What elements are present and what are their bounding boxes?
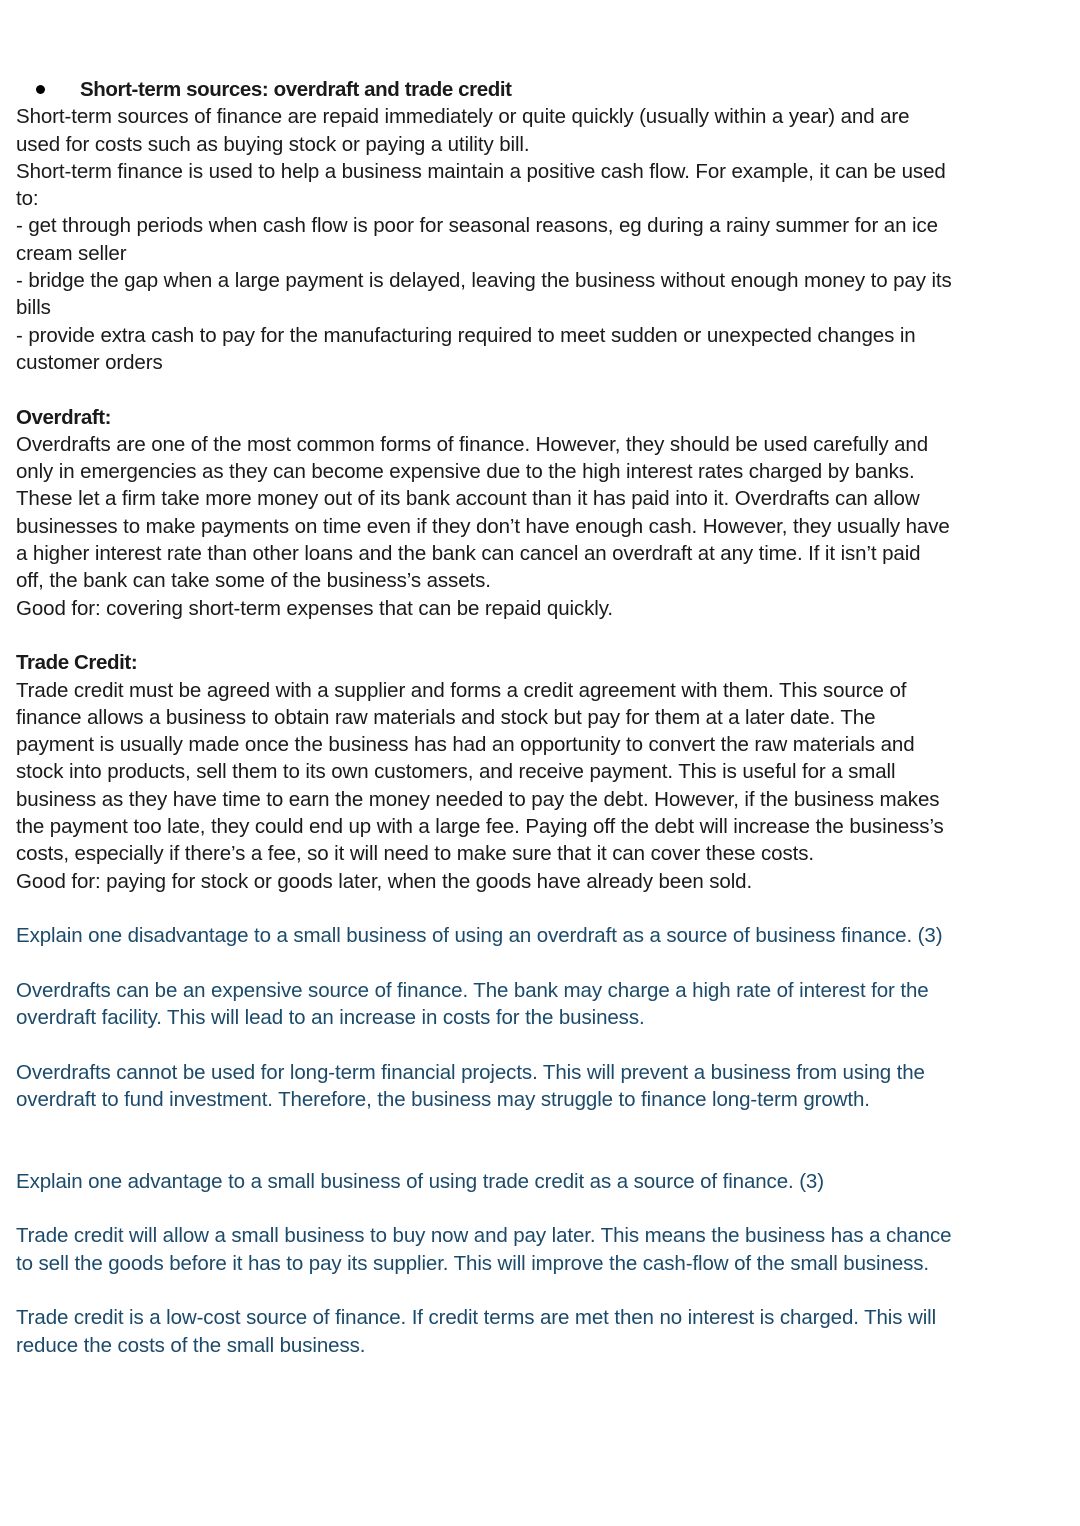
overdraft-line: businesses to make payments on time even if they don’t have enough cash. However, they usually have: [16, 514, 950, 538]
spacer: [16, 1195, 1066, 1222]
spacer: [16, 895, 1066, 922]
question-1-text: Explain one disadvantage to a small business of using an overdraft as a source of business finance. (3): [16, 924, 943, 948]
spacer: [16, 622, 1066, 649]
short-term-section: [16, 76, 1066, 376]
short-term-line: Short-term finance is used to help a business maintain a positive cash flow. For example, it can be used: [16, 159, 946, 183]
trade-credit-line: costs, especially if there’s a fee, so it will need to make sure that it can cover these costs.: [16, 842, 814, 866]
trade-credit-line: the payment too late, they could end up with a large fee. Paying off the debt will increase the business’s: [16, 815, 944, 839]
short-term-line: - provide extra cash to pay for the manufacturing required to meet sudden or unexpected changes in: [16, 323, 916, 347]
answer-line: overdraft to fund investment. Therefore, the business may struggle to finance long-term growth.: [16, 1087, 870, 1111]
overdraft-line: off, the bank can take some of the business’s assets.: [16, 569, 491, 593]
answer-line: reduce the costs of the small business.: [16, 1333, 366, 1357]
spacer: [16, 1141, 1066, 1168]
overdraft-line: Good for: covering short-term expenses that can be repaid quickly.: [16, 596, 613, 620]
trade-credit-line: stock into products, sell them to its own customers, and receive payment. This is useful for a small: [16, 760, 896, 784]
short-term-line: to:: [16, 187, 39, 211]
question-1-section: [16, 922, 1066, 1113]
short-term-line: Short-term sources of finance are repaid immediately or quite quickly (usually within a year) and are: [16, 105, 910, 129]
short-term-heading-row: [16, 76, 1066, 103]
spacer: [16, 1031, 1066, 1058]
overdraft-heading: Overdraft:: [16, 405, 112, 429]
short-term-line: - bridge the gap when a large payment is delayed, leaving the business without enough money to pay its: [16, 269, 952, 293]
bullet-icon: [36, 85, 45, 94]
document-page: [16, 76, 1066, 1359]
answer-line: Overdrafts cannot be used for long-term financial projects. This will prevent a business from using the: [16, 1060, 925, 1084]
trade-credit-line: Trade credit must be agreed with a supplier and forms a credit agreement with them. This source of: [16, 678, 907, 702]
answer-line: Trade credit is a low-cost source of finance. If credit terms are met then no interest is charged. This will: [16, 1306, 937, 1330]
answer-line: Trade credit will allow a small business to buy now and pay later. This means the business has a chance: [16, 1224, 952, 1248]
short-term-line: customer orders: [16, 350, 163, 374]
question-2-section: [16, 1168, 1066, 1359]
trade-credit-line: finance allows a business to obtain raw materials and stock but pay for them at a later date. The: [16, 705, 876, 729]
overdraft-line: a higher interest rate than other loans and the bank can cancel an overdraft at any time. If it isn’t paid: [16, 542, 921, 566]
short-term-heading: Short-term sources: overdraft and trade credit: [80, 78, 512, 101]
answer-line: Overdrafts can be an expensive source of finance. The bank may charge a high rate of interest for the: [16, 978, 929, 1002]
spacer: [16, 1113, 1066, 1140]
spacer: [16, 376, 1066, 403]
short-term-line: - get through periods when cash flow is poor for seasonal reasons, eg during a rainy summer for an ice: [16, 214, 938, 238]
overdraft-line: Overdrafts are one of the most common forms of finance. However, they should be used carefully and: [16, 432, 929, 456]
spacer: [16, 1277, 1066, 1304]
trade-credit-heading: Trade Credit:: [16, 651, 138, 675]
trade-credit-line: Good for: paying for stock or goods later, when the goods have already been sold.: [16, 869, 753, 893]
answer-line: to sell the goods before it has to pay its supplier. This will improve the cash-flow of the small business.: [16, 1251, 930, 1275]
short-term-line: used for costs such as buying stock or paying a utility bill.: [16, 132, 530, 156]
short-term-line: cream seller: [16, 241, 127, 265]
trade-credit-line: business as they have time to earn the money needed to pay the debt. However, if the business makes: [16, 787, 940, 811]
trade-credit-line: payment is usually made once the business has had an opportunity to convert the raw materials and: [16, 733, 915, 757]
question-2-text: Explain one advantage to a small business of using trade credit as a source of finance. (3): [16, 1169, 824, 1193]
overdraft-line: These let a firm take more money out of its bank account than it has paid into it. Overdrafts can allow: [16, 487, 920, 511]
trade-credit-section: [16, 649, 1066, 895]
overdraft-section: [16, 404, 1066, 622]
short-term-line: bills: [16, 296, 51, 320]
answer-line: overdraft facility. This will lead to an increase in costs for the business.: [16, 1006, 645, 1030]
spacer: [16, 950, 1066, 977]
overdraft-line: only in emergencies as they can become expensive due to the high interest rates charged by banks.: [16, 460, 915, 484]
